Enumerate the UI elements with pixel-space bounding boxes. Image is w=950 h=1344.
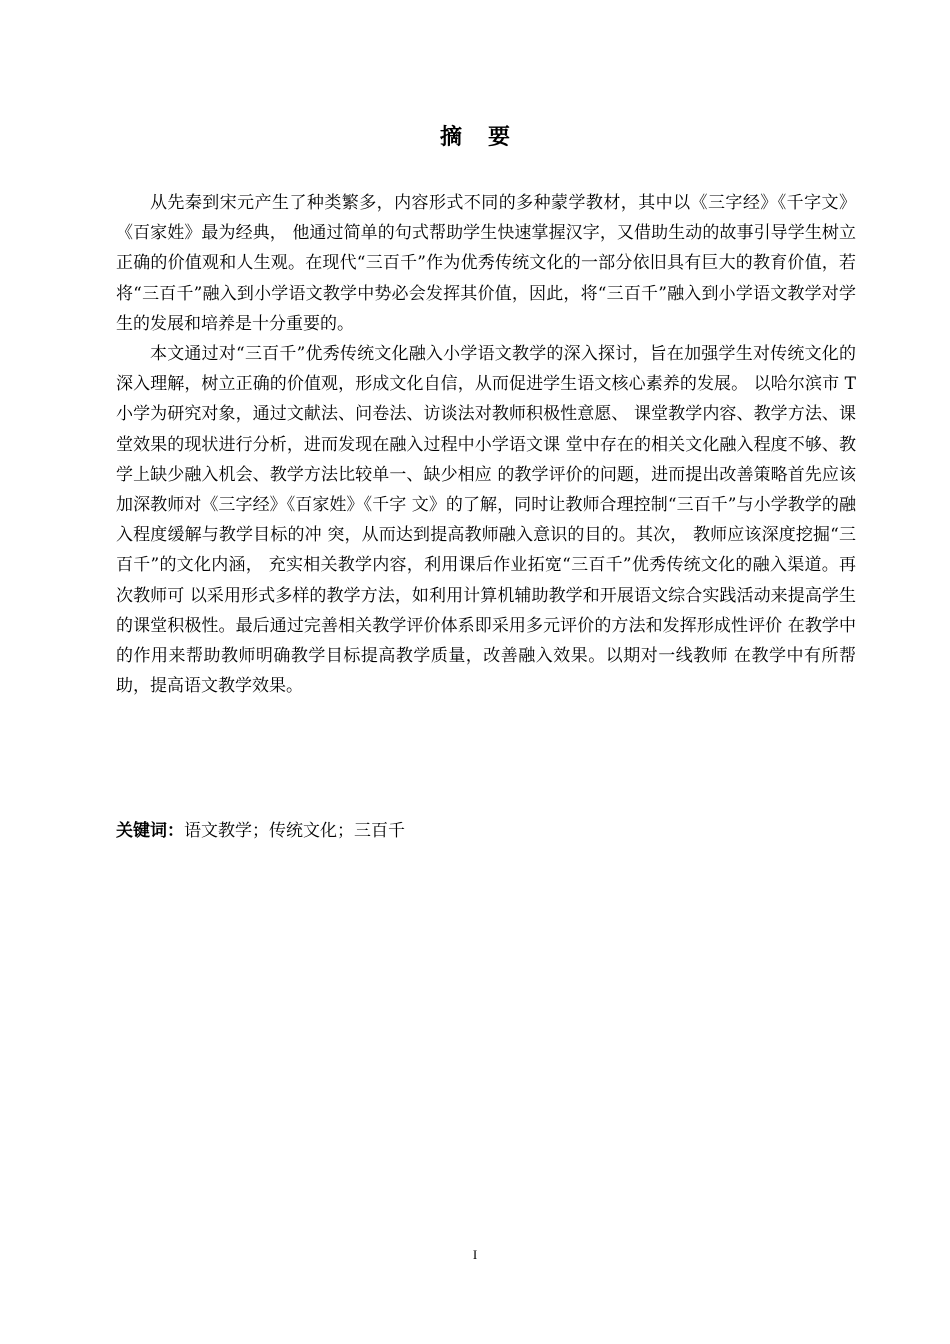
page-number: I (472, 1247, 478, 1262)
page-title: 摘要 (439, 125, 536, 150)
abstract-paragraph-2: 本文通过对“三百千”优秀传统文化融入小学语文教学的深入探讨，旨在加强学生对传统文化的深入理解，树立正确的价值观，形成文化自信，从而促进学生语文核心素养的发展。 以哈尔滨市 T 小学为研究对象，通过文献法、问卷法、访谈法对教师积极性意愿、 课堂教学内容、教学方法、课堂效果的现状进行分析，进而发现在融入过程中小学语文课 堂中存在的相关文化融入程度不够、教学上缺少融入机会、教学方法比较单一、缺少相应 的教学评价的问题，进而提出改善策略首先应该加深教师对《三字经》《百家姓》《千字 文》的了解，同时让教师合理控制“三百千”与小学教学的融入程度缓解与教学目标的冲 突，从而达到提高教师融入意识的目的。其次， 教师应该深度挖掘“三百千”的文化内涵， 充实相关教学内容，利用课后作业拓宽“三百千”优秀传统文化的融入渠道。再次教师可 以采用形式多样的教学方法，如利用计算机辅助教学和开展语文综合实践活动来提高学生 的课堂积极性。最后通过完善相关教学评价体系即采用多元评价的方法和发挥形成性评价 在教学中的作用来帮助教师明确教学目标提高教学质量，改善融入效果。以期对一线教师 在教学中有所帮助，提高语文教学效果。 (116, 344, 856, 697)
keywords-text: 语文教学；传统文化；三百千 (184, 821, 405, 841)
keywords-line (116, 816, 856, 846)
abstract-body (116, 188, 856, 701)
abstract-paragraph-1: 从先秦到宋元产生了种类繁多，内容形式不同的多种蒙学教材，其中以《三字经》《千字文》《百家姓》最为经典， 他通过简单的句式帮助学生快速掌握汉字，又借助生动的故事引导学生树立正确的价值观和人生观。在现代“三百千”作为优秀传统文化的一部分依旧具有巨大的教育价值，若将“三百千”融入到小学语文教学中势必会发挥其价值，因此，将“三百千”融入到小学语文教学对学生的发展和培养是十分重要的。 (116, 193, 856, 334)
keywords-label: 关键词： (116, 821, 184, 841)
